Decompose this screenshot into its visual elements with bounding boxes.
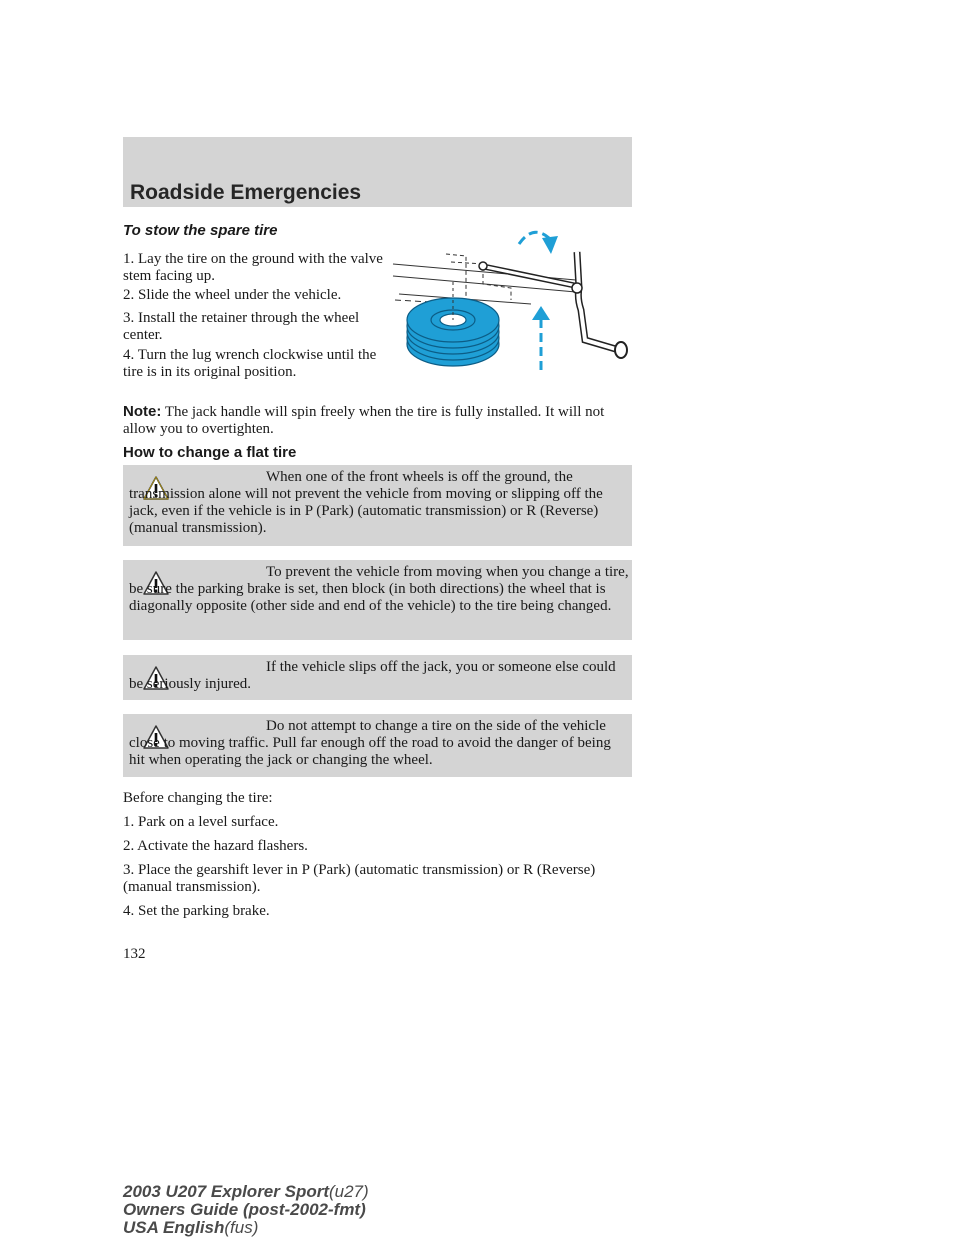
- note-label: Note:: [123, 403, 162, 420]
- footer-model: 2003 U207 Explorer Sport: [123, 1182, 329, 1201]
- change-step-3: 3. Place the gearshift lever in P (Park) (automatic transmission) or R (Reverse) (manual transmission).: [123, 862, 596, 895]
- warning-text-2: To prevent the vehicle from moving when you change a tire, be sure the parking brake is set, then block (in both directions) the wheel that is diagonally opposite (other side and end of the vehicle) to the tire being changed.: [129, 564, 629, 614]
- warning-text-3: If the vehicle slips off the jack, you or someone else could be seriously injured.: [129, 659, 616, 692]
- change-step-2: 2. Activate the hazard flashers.: [123, 838, 308, 854]
- change-step-4: 4. Set the parking brake.: [123, 903, 270, 919]
- warning-box-4: [123, 714, 632, 777]
- change-heading: How to change a flat tire: [123, 444, 297, 461]
- section-title: Roadside Emergencies: [130, 181, 362, 204]
- warning-box-3: [123, 655, 632, 700]
- note-text: The jack handle will spin freely when the tire is fully installed. It will not allow you to overtighten.: [123, 404, 605, 437]
- footer: [123, 1183, 369, 1237]
- footer-line-1: [123, 1183, 369, 1201]
- section-header: [123, 137, 632, 207]
- footer-language-code: (fus): [224, 1218, 259, 1237]
- change-step-1: 1. Park on a level surface.: [123, 814, 279, 830]
- stow-step-4: 4. Turn the lug wrench clockwise until the tire is in its original position.: [123, 347, 377, 380]
- stow-step-2: 2. Slide the wheel under the vehicle.: [123, 287, 342, 303]
- spare-tire-illustration: [391, 222, 636, 375]
- footer-language: USA English: [123, 1218, 225, 1237]
- stow-heading: To stow the spare tire: [123, 222, 278, 239]
- footer-line-2: Owners Guide (post-2002-fmt): [123, 1200, 366, 1219]
- warning-text-1: When one of the front wheels is off the ground, the transmission alone will not prevent the vehicle from moving or slipping off the jack, even if the vehicle is in P (Park) (automatic transmission) or R (Reverse) (manual transmission).: [129, 469, 603, 536]
- page-number: 132: [123, 946, 146, 962]
- stow-step-1: 1. Lay the tire on the ground with the valve stem facing up.: [123, 251, 383, 284]
- footer-model-code: (u27): [328, 1182, 369, 1201]
- warning-text-4: Do not attempt to change a tire on the side of the vehicle close to moving traffic. Pull far enough off the road to avoid the danger of being hit when operating the jack or changing the wheel.: [129, 718, 611, 768]
- before-intro: Before changing the tire:: [123, 790, 273, 806]
- warning-box-1: [123, 465, 632, 546]
- stow-note: [123, 403, 633, 438]
- warning-box-2: [123, 560, 632, 640]
- stow-step-3: 3. Install the retainer through the wheel center.: [123, 310, 360, 343]
- footer-line-3: [123, 1219, 369, 1237]
